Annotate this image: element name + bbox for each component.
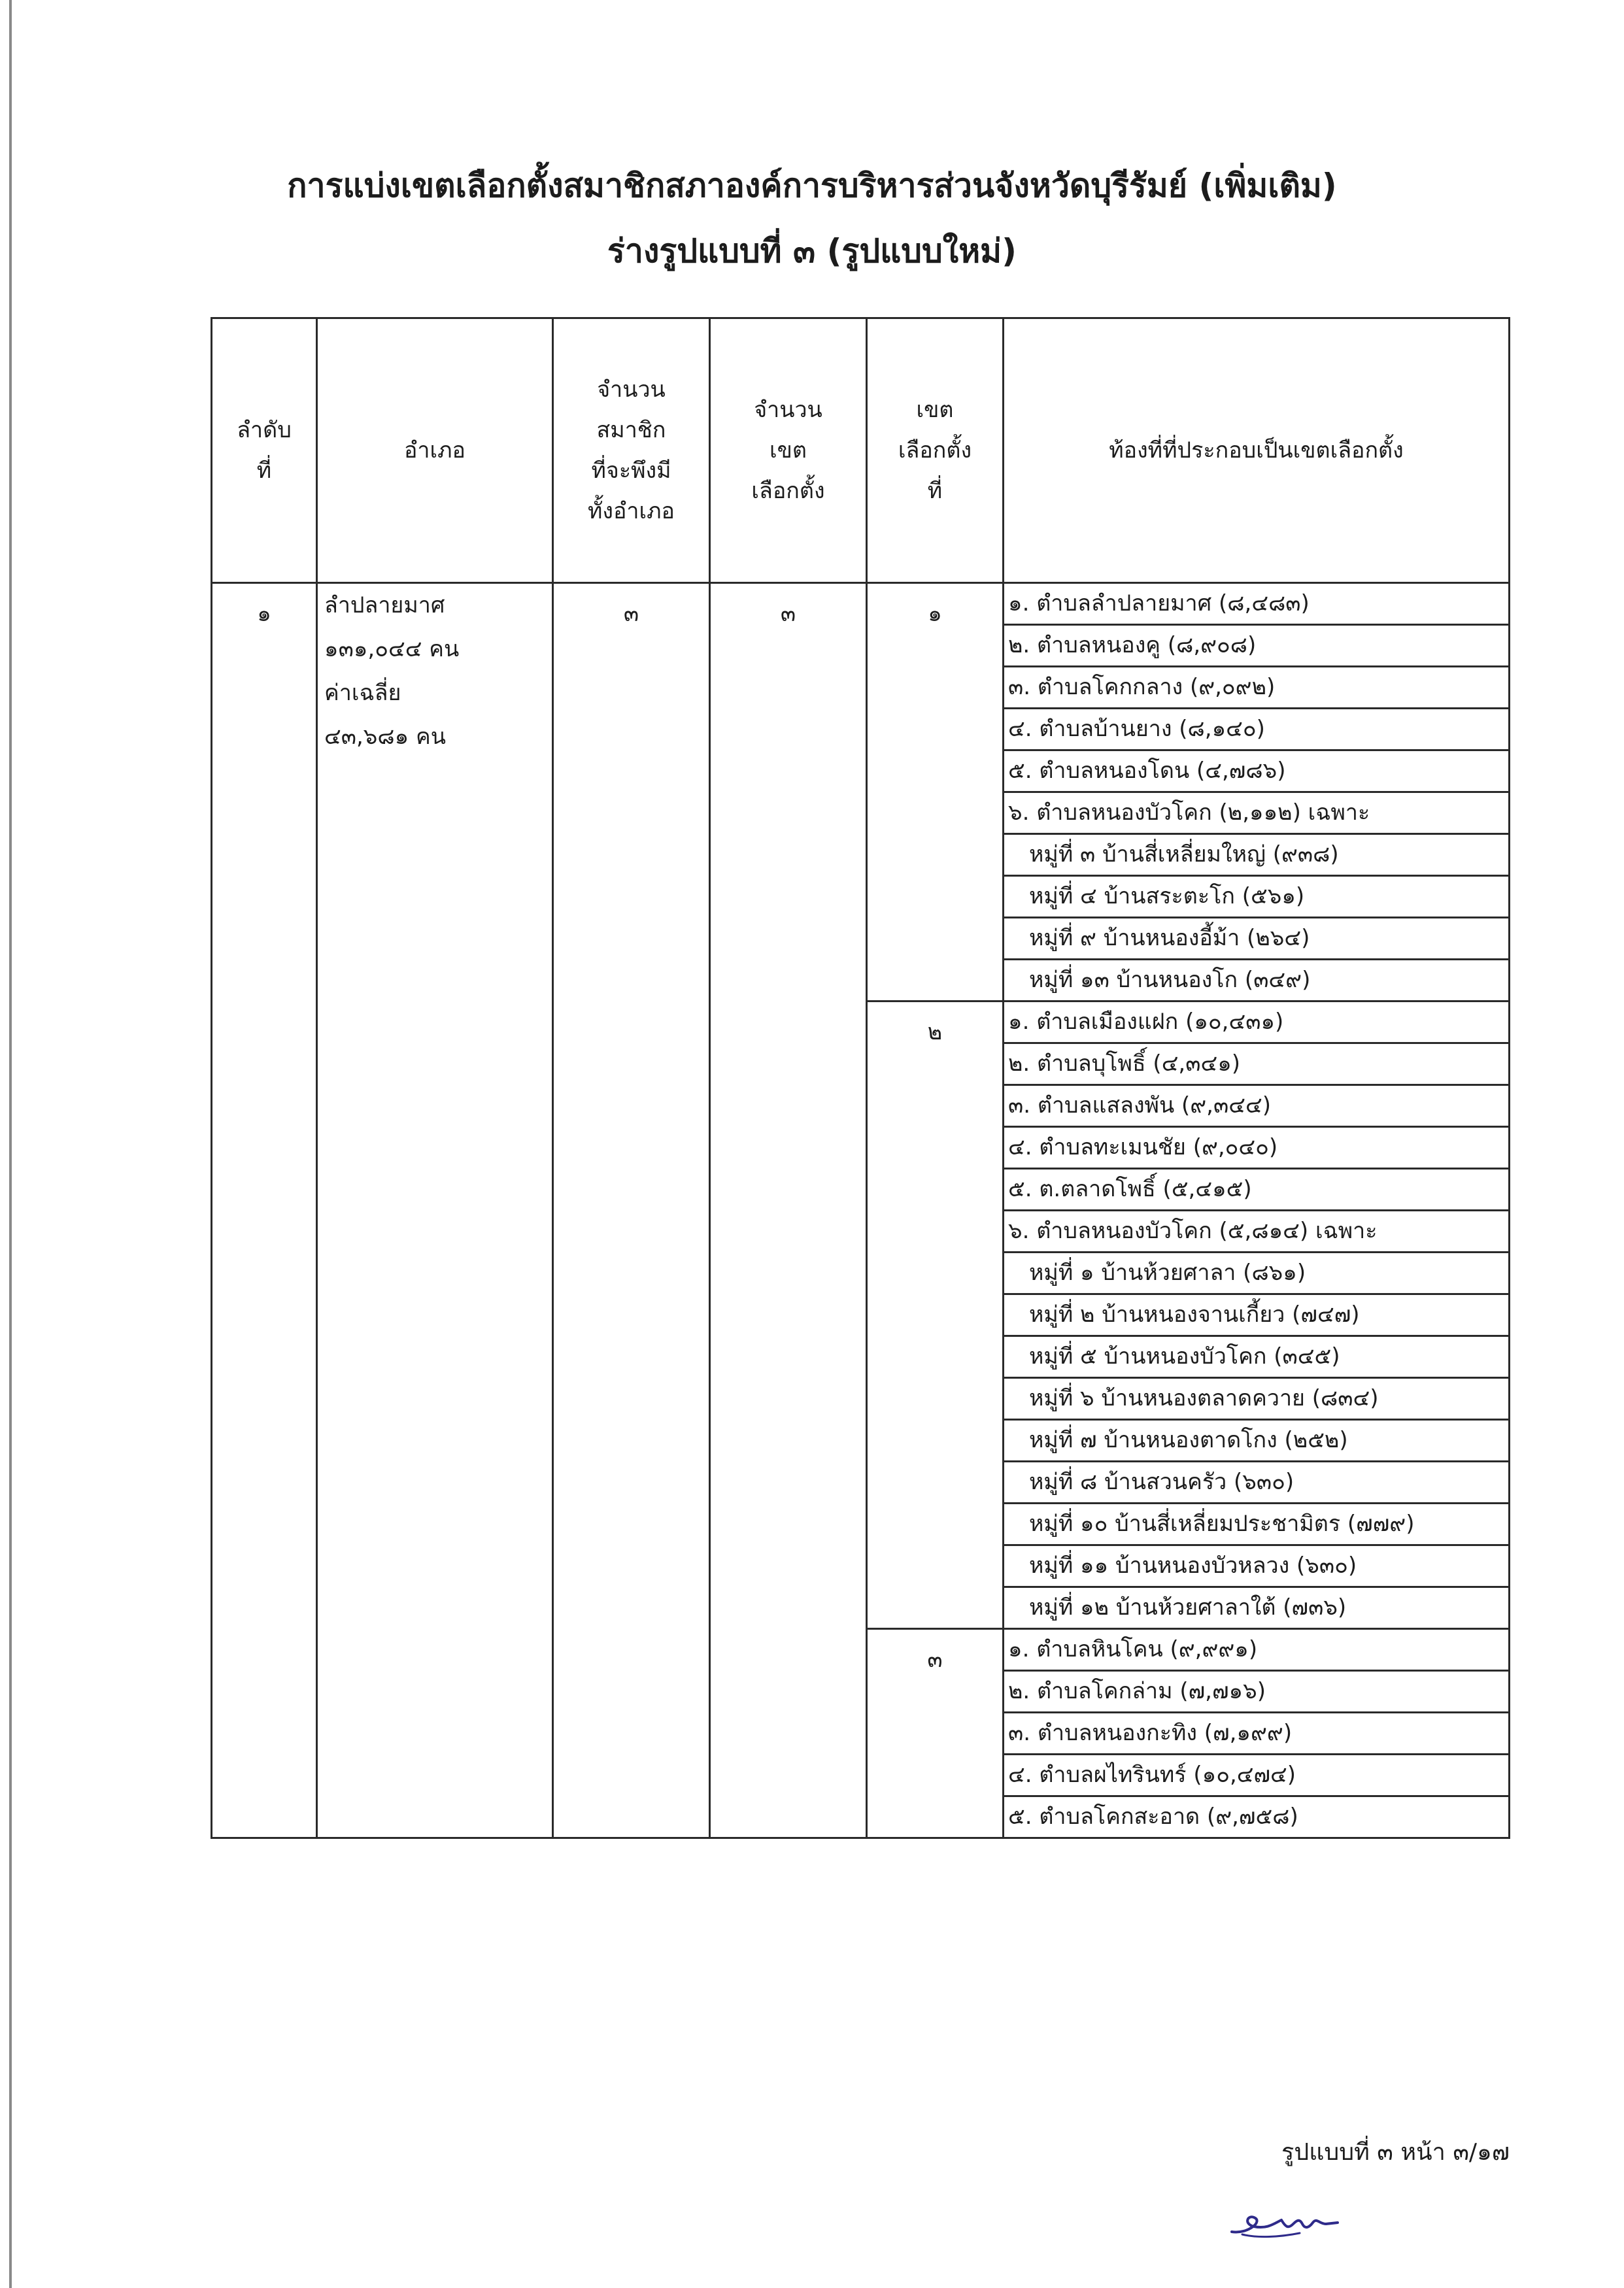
header-areas: ท้องที่ที่ประกอบเป็นเขตเลือกตั้ง <box>1004 318 1510 583</box>
header-zone-number: เขต เลือกตั้ง ที่ <box>867 318 1004 583</box>
electoral-zone-table <box>211 317 1510 1839</box>
area-cell: ๔. ตำบลผไทรินทร์ (๑๐,๔๗๔) <box>1004 1755 1510 1796</box>
zone-number-cell: ๓ <box>867 1629 1004 1838</box>
area-cell: ๓. ตำบลหนองกะทิง (๗,๑๙๙) <box>1004 1713 1510 1755</box>
area-cell: หมู่ที่ ๗ บ้านหนองตาดโกง (๒๕๒) <box>1004 1420 1510 1462</box>
area-cell: ๑. ตำบลหินโคน (๙,๙๙๑) <box>1004 1629 1510 1671</box>
member-count-cell: ๓ <box>553 583 710 1838</box>
area-cell: ๖. ตำบลหนองบัวโคก (๕,๘๑๔) เฉพาะ <box>1004 1211 1510 1253</box>
district-population: ๑๓๑,๐๔๔ คน <box>324 636 460 662</box>
area-cell: ๑. ตำบลลำปลายมาศ (๘,๔๘๓) <box>1004 583 1510 625</box>
signature-image <box>1228 2204 1339 2244</box>
document-title: การแบ่งเขตเลือกตั้งสมาชิกสภาองค์การบริหารส่วนจังหวัดบุรีรัมย์ (เพิ่มเติม) <box>287 167 1337 205</box>
header-members: จำนวน สมาชิก ที่จะพึงมี ทั้งอำเภอ <box>553 318 710 583</box>
zone-number-cell: ๑ <box>867 583 1004 1001</box>
area-cell: หมู่ที่ ๕ บ้านหนองบัวโคก (๓๔๕) <box>1004 1336 1510 1378</box>
area-cell: ๒. ตำบลหนองคู (๘,๙๐๘) <box>1004 625 1510 667</box>
area-cell: หมู่ที่ ๖ บ้านหนองตลาดควาย (๘๓๔) <box>1004 1378 1510 1420</box>
area-cell: หมู่ที่ ๓ บ้านสี่เหลี่ยมใหญ่ (๙๓๘) <box>1004 834 1510 876</box>
area-cell: ๒. ตำบลโคกล่าม (๗,๗๑๖) <box>1004 1671 1510 1713</box>
area-cell: หมู่ที่ ๑๓ บ้านหนองโก (๓๔๙) <box>1004 960 1510 1001</box>
area-cell: ๑. ตำบลเมืองแฝก (๑๐,๔๓๑) <box>1004 1001 1510 1043</box>
area-cell: หมู่ที่ ๑ บ้านห้วยศาลา (๘๖๑) <box>1004 1253 1510 1294</box>
seq-cell: ๑ <box>212 583 317 1838</box>
area-cell: ๒. ตำบลบุโพธิ์ (๔,๓๔๑) <box>1004 1043 1510 1085</box>
area-cell: ๕. ตำบลโคกสะอาด (๙,๗๕๘) <box>1004 1796 1510 1838</box>
zone-number-cell: ๒ <box>867 1001 1004 1629</box>
area-cell: ๓. ตำบลโคกกลาง (๙,๐๙๒) <box>1004 667 1510 709</box>
page-number-footer: รูปแบบที่ ๓ หน้า ๓/๑๗ <box>1281 2139 1510 2166</box>
document-subtitle: ร่างรูปแบบที่ ๓ (รูปแบบใหม่) <box>607 232 1017 270</box>
table-body <box>212 583 1510 1838</box>
area-cell: ๕. ต.ตลาดโพธิ์ (๕,๔๑๕) <box>1004 1169 1510 1211</box>
district-name: ลำปลายมาศ <box>324 592 445 618</box>
header-zone-count: จำนวน เขต เลือกตั้ง <box>710 318 867 583</box>
header-seq: ลำดับ ที่ <box>212 318 317 583</box>
area-cell: หมู่ที่ ๘ บ้านสวนครัว (๖๓๐) <box>1004 1462 1510 1504</box>
area-cell: ๕. ตำบลหนองโดน (๔,๗๘๖) <box>1004 750 1510 792</box>
area-cell: หมู่ที่ ๑๒ บ้านห้วยศาลาใต้ (๗๓๖) <box>1004 1587 1510 1629</box>
area-cell: ๔. ตำบลบ้านยาง (๘,๑๔๐) <box>1004 709 1510 750</box>
area-cell: ๖. ตำบลหนองบัวโคก (๒,๑๑๒) เฉพาะ <box>1004 792 1510 834</box>
area-cell: ๔. ตำบลทะเมนชัย (๙,๐๔๐) <box>1004 1127 1510 1169</box>
average-label: ค่าเฉลี่ย <box>324 680 401 706</box>
scan-edge-rule <box>9 0 12 2288</box>
area-cell: หมู่ที่ ๑๐ บ้านสี่เหลี่ยมประชามิตร (๗๗๙) <box>1004 1504 1510 1545</box>
average-value: ๔๓,๖๘๑ คน <box>324 724 446 750</box>
area-cell: หมู่ที่ ๔ บ้านสระตะโก (๕๖๑) <box>1004 876 1510 918</box>
zone-count-cell: ๓ <box>710 583 867 1838</box>
header-district: อำเภอ <box>317 318 553 583</box>
table-header-row <box>212 318 1510 583</box>
district-cell <box>317 583 553 1838</box>
area-cell: หมู่ที่ ๒ บ้านหนองจานเกี้ยว (๗๔๗) <box>1004 1294 1510 1336</box>
area-cell: ๓. ตำบลแสลงพัน (๙,๓๔๔) <box>1004 1085 1510 1127</box>
area-cell: หมู่ที่ ๙ บ้านหนองอี้ม้า (๒๖๔) <box>1004 918 1510 960</box>
table-row <box>212 583 1510 625</box>
area-cell: หมู่ที่ ๑๑ บ้านหนองบัวหลวง (๖๓๐) <box>1004 1545 1510 1587</box>
